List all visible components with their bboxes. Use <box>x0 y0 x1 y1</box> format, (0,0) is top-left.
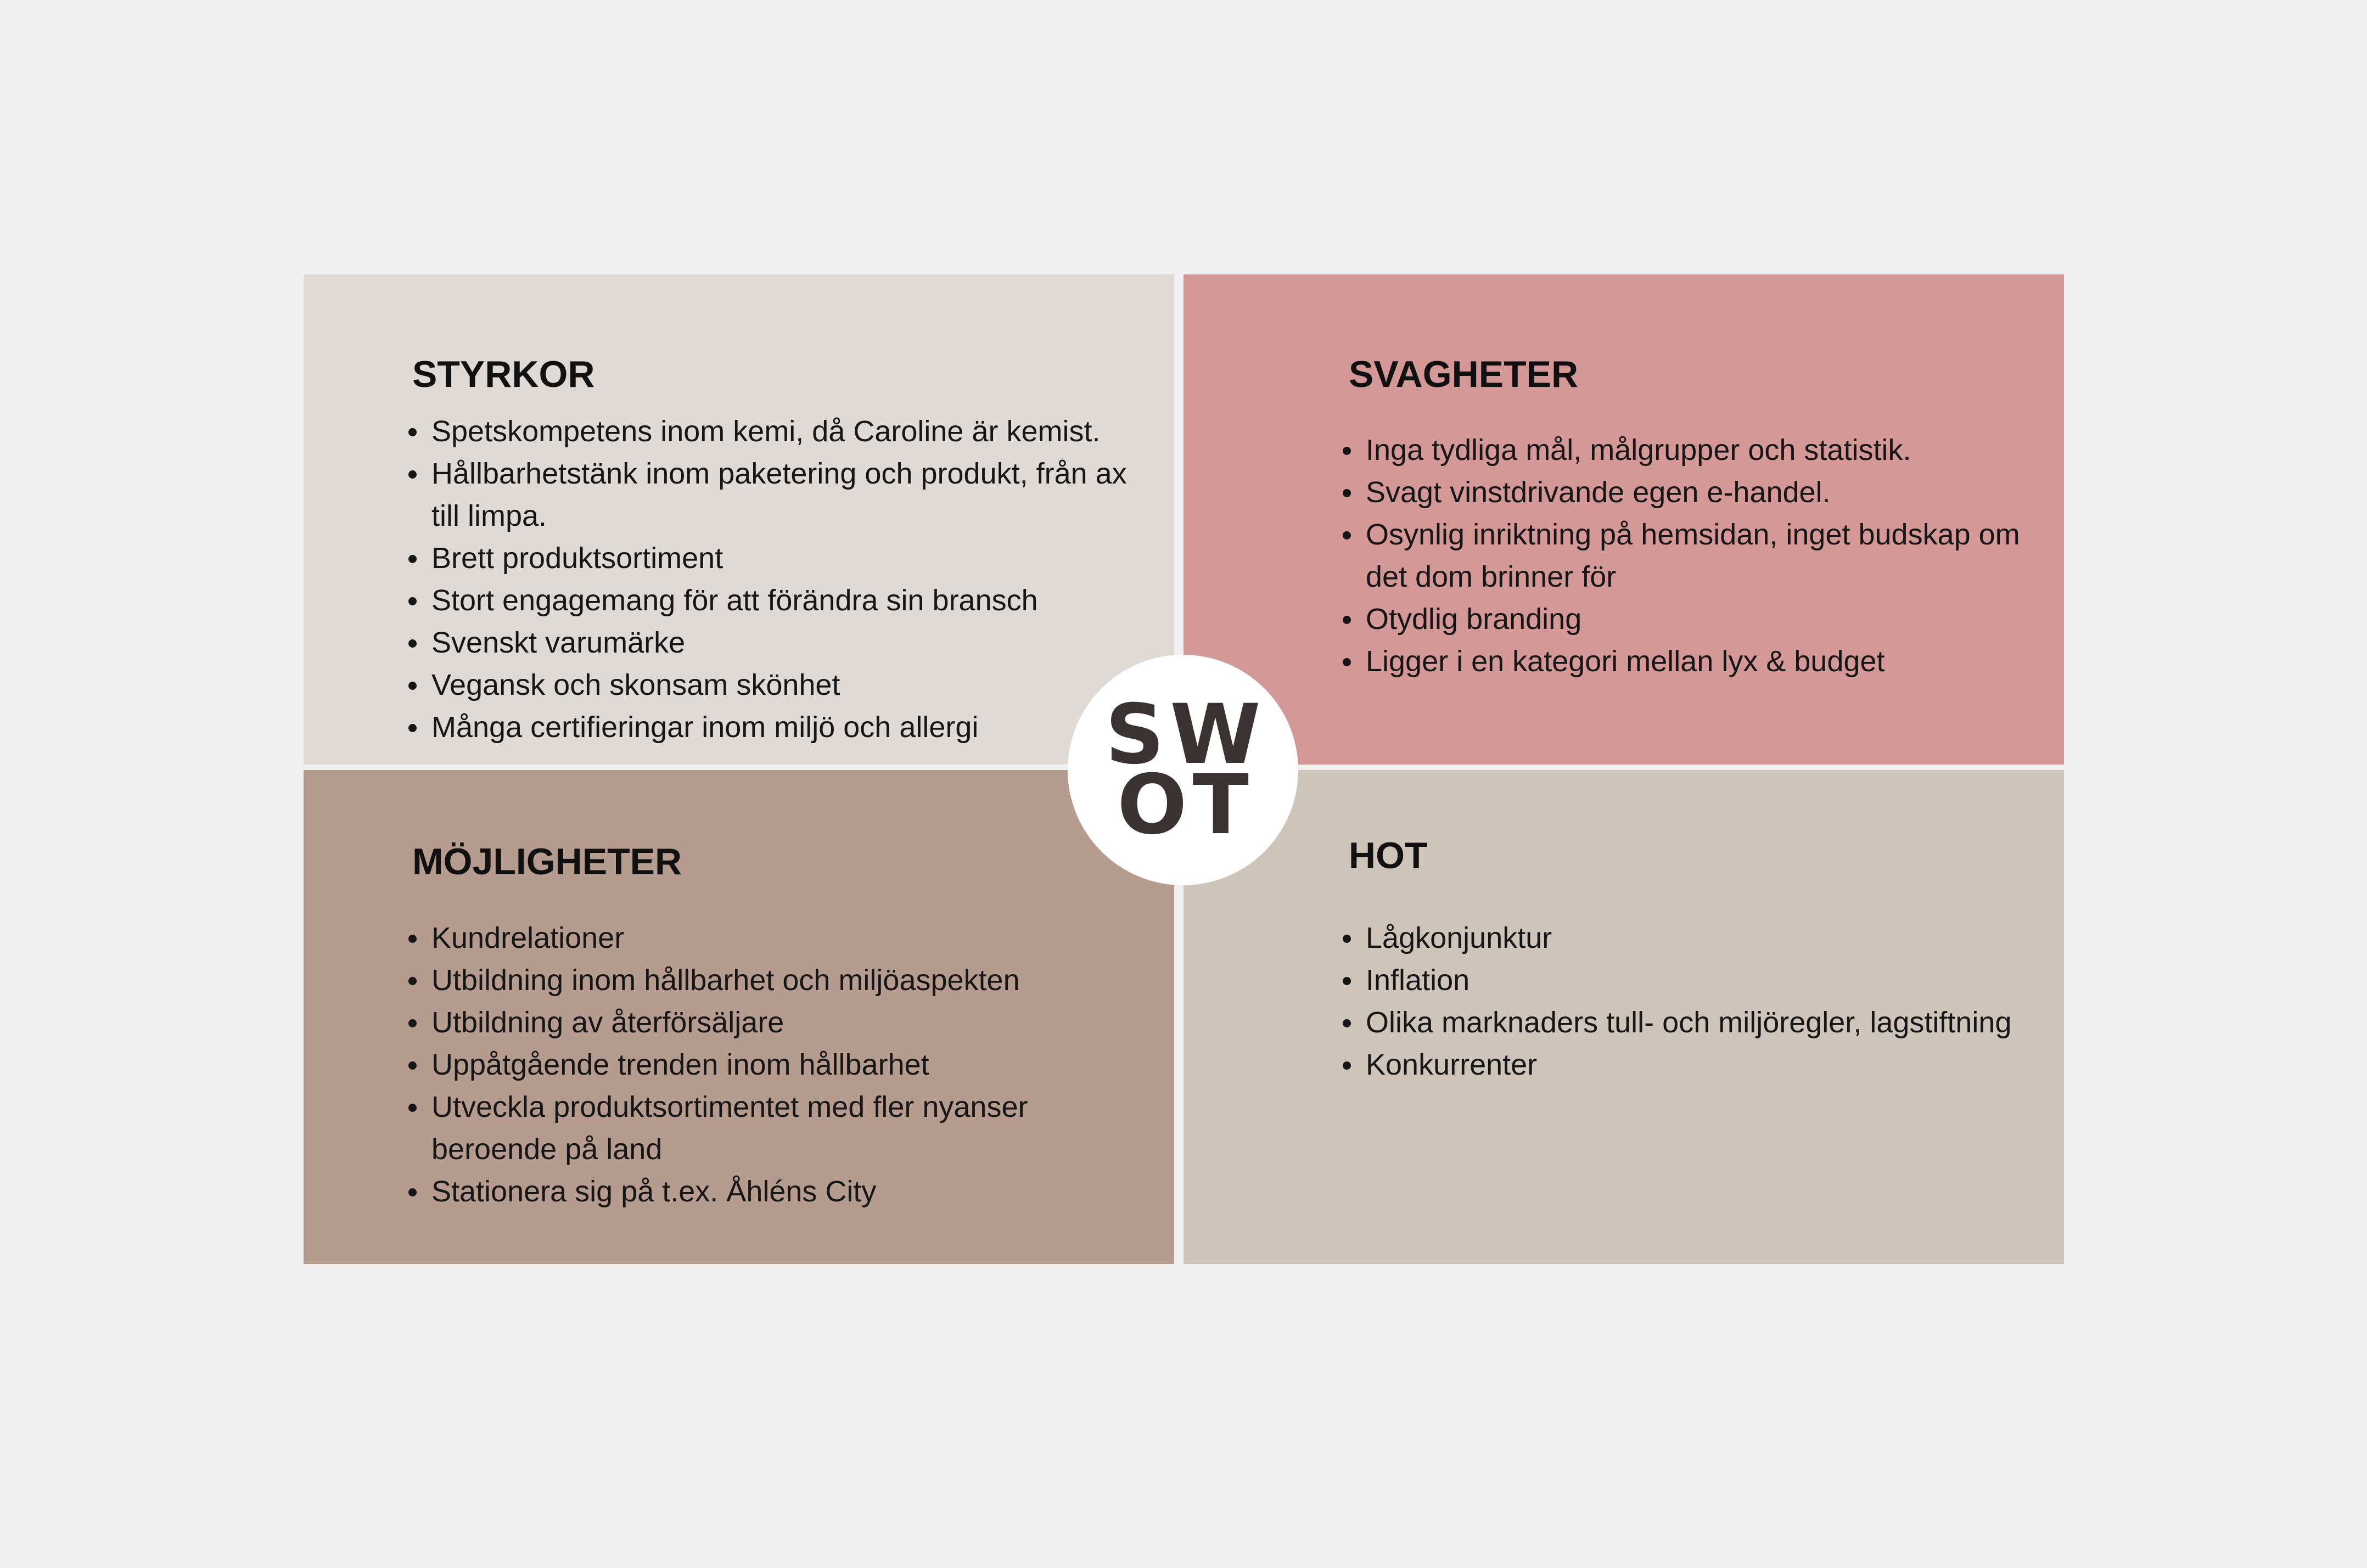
strengths-title: STYRKOR <box>412 353 595 395</box>
list-item: Svagt vinstdrivande egen e-handel. <box>1338 471 2030 514</box>
list-item: Brett produktsortiment <box>404 537 1140 580</box>
threats-list <box>1338 917 2030 1086</box>
swot-center-badge <box>1068 655 1298 885</box>
strengths-list <box>404 411 1140 749</box>
list-item: Lågkonjunktur <box>1338 917 2030 959</box>
weaknesses-list <box>1338 429 2030 683</box>
weaknesses-quadrant <box>1184 274 2064 765</box>
list-item: Olika marknaders tull- och miljöregler, lagstiftning <box>1338 1002 2030 1044</box>
list-item: Kundrelationer <box>404 917 1140 959</box>
opportunities-list <box>404 917 1140 1213</box>
list-item: Utbildning av återförsäljare <box>404 1002 1140 1044</box>
list-item: Inga tydliga mål, målgrupper och statistik. <box>1338 429 2030 471</box>
weaknesses-title: SVAGHETER <box>1349 353 1579 395</box>
list-item: Utbildning inom hållbarhet och miljöaspekten <box>404 959 1140 1002</box>
threats-quadrant <box>1184 770 2064 1264</box>
list-item: Utveckla produktsortimentet med fler nyanser beroende på land <box>404 1086 1140 1171</box>
list-item: Osynlig inriktning på hemsidan, inget budskap om det dom brinner för <box>1338 514 2030 598</box>
list-item: Stort engagemang för att förändra sin bransch <box>404 580 1140 622</box>
swot-label-line1: SW <box>1105 687 1266 783</box>
list-item: Vegansk och skonsam skönhet <box>404 664 1140 706</box>
list-item: Många certifieringar inom miljö och allergi <box>404 706 1140 749</box>
list-item: Stationera sig på t.ex. Åhléns City <box>404 1171 1140 1213</box>
list-item: Hållbarhetstänk inom paketering och produkt, från ax till limpa. <box>404 453 1140 537</box>
strengths-quadrant <box>304 274 1174 765</box>
list-item: Spetskompetens inom kemi, då Caroline är kemist. <box>404 411 1140 453</box>
opportunities-quadrant <box>304 770 1174 1264</box>
list-item: Konkurrenter <box>1338 1044 2030 1086</box>
list-item: Svenskt varumärke <box>404 622 1140 664</box>
list-item: Inflation <box>1338 959 2030 1002</box>
list-item: Otydlig branding <box>1338 598 2030 640</box>
list-item: Uppåtgående trenden inom hållbarhet <box>404 1044 1140 1086</box>
swot-label-line2: OT <box>1117 757 1254 853</box>
opportunities-title: MÖJLIGHETER <box>412 841 682 883</box>
threats-title: HOT <box>1349 835 1428 876</box>
list-item: Ligger i en kategori mellan lyx & budget <box>1338 640 2030 683</box>
